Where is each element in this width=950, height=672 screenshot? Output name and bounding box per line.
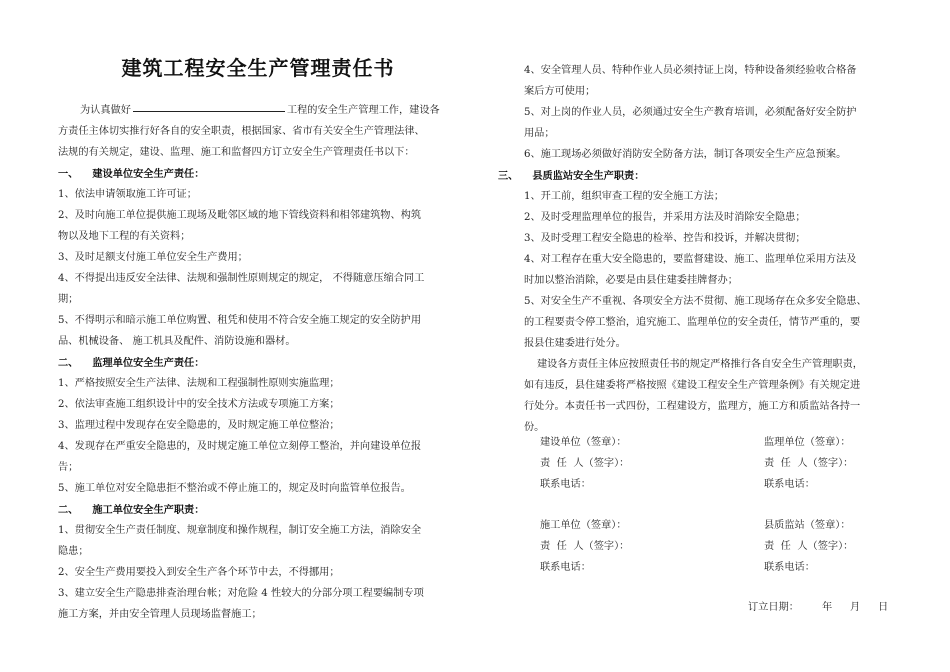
list-item: 4、不得提出违反安全法律、法规和强制性原则规定的规定， 不得随意压缩合同工 bbox=[58, 273, 425, 284]
list-item: 期； bbox=[58, 294, 79, 305]
section-title: 县质监站安全生产职责： bbox=[532, 170, 645, 182]
list-item: 隐患； bbox=[58, 546, 89, 557]
responsible-person-label: 责 任 人（签字）： bbox=[764, 458, 854, 469]
intro-line: 方责任主体切实推行好各自的安全职责，根据国家、省市有关安全生产管理法律、 bbox=[58, 126, 425, 137]
list-item: 物以及地下工程的有关资料； bbox=[58, 231, 191, 242]
list-item: 1、开工前，组织审查工程的安全施工方法； bbox=[524, 191, 725, 202]
quality-station-signature-label: 县质监站（签章）： bbox=[764, 520, 851, 531]
section-number: 二、 bbox=[58, 504, 79, 516]
list-item: 4、对工程存在重大安全隐患的，要监督建设、施工、监理单位采用方法及 bbox=[524, 254, 857, 265]
list-item: 5、不得明示和暗示施工单位购置、租凭和使用不符合安全施工规定的安全防护用 bbox=[58, 315, 422, 326]
list-item: 2、安全生产费用要投入到安全生产各个环节中去，不得挪用； bbox=[58, 567, 340, 578]
list-item: 2、依法审查施工组织设计中的安全技术方法或专项施工方案； bbox=[58, 399, 340, 410]
intro-prefix: 为认真做好 bbox=[80, 105, 131, 116]
section-title: 监理单位安全生产责任： bbox=[92, 357, 205, 369]
closing-paragraph-line: 如有违反，县住建委将严格按照《建设工程安全生产管理条例》有关规定进 bbox=[524, 380, 861, 391]
list-item: 1、贯彻安全生产责任制度、规章制度和操作规程，制订安全施工方法，消除安全 bbox=[58, 525, 422, 536]
list-item: 用品； bbox=[524, 128, 555, 139]
list-item: 告； bbox=[58, 462, 79, 473]
phone-label: 联系电话： bbox=[540, 479, 591, 490]
list-item: 6、施工现场必须做好消防安全防备方法，制订各项安全生产应急预案。 bbox=[524, 149, 847, 160]
list-item: 案后方可使用； bbox=[524, 86, 596, 97]
section-heading-contractor bbox=[58, 504, 458, 516]
list-item: 3、及时受理工程安全隐患的检举、控告和投诉，并解决贯彻； bbox=[524, 233, 806, 244]
closing-paragraph-line: 份。 bbox=[524, 422, 545, 433]
section-title: 施工单位安全生产职责： bbox=[92, 504, 205, 516]
section-title: 建设单位安全生产责任： bbox=[92, 168, 205, 180]
intro-suffix: 工程的安全生产管理工作，建设各 bbox=[286, 105, 440, 116]
responsible-person-label: 责 任 人（签字）： bbox=[540, 541, 630, 552]
responsible-person-label: 责 任 人（签字）： bbox=[764, 541, 854, 552]
construction-unit-signature-label: 建设单位（签章）： bbox=[540, 437, 627, 448]
document-title: 建筑工程安全生产管理责任书 bbox=[121, 56, 395, 80]
list-item: 品、机械设备、 施工机具及配件、消防设施和器材。 bbox=[58, 336, 296, 347]
responsible-person-label: 责 任 人（签字）： bbox=[540, 458, 630, 469]
list-item: 3、监理过程中发现存在安全隐患的，及时规定施工单位整治； bbox=[58, 420, 340, 431]
closing-paragraph-line: 建设各方责任主体应按照责任书的规定严格推行各自安全生产管理职责， bbox=[524, 359, 863, 370]
list-item: 2、及时受理监理单位的报告，并采用方法及时消除安全隐患； bbox=[524, 212, 806, 223]
intro-line: 法规的有关规定，建设、监理、施工和监督四方订立安全生产管理责任书以下： bbox=[58, 147, 415, 158]
list-item: 的工程要责令停工整治，追究施工、监理单位的安全责任，情节严重的，要 bbox=[524, 317, 861, 328]
list-item: 时加以整治消除，必要是由县住建委挂牌督办； bbox=[524, 275, 738, 286]
phone-label: 联系电话： bbox=[764, 562, 815, 573]
section-heading-construction bbox=[58, 168, 458, 180]
list-item: 5、对安全生产不重视、各项安全方法不贯彻、施工现场存在众多安全隐患、 bbox=[524, 296, 867, 307]
section-number: 三、 bbox=[498, 170, 519, 182]
date-day-label: 日 bbox=[878, 602, 889, 613]
section-heading-supervision bbox=[58, 357, 458, 369]
section-number: 一、 bbox=[58, 168, 79, 180]
list-item: 2、及时向施工单位提供施工现场及毗邻区域的地下管线资料和相邻建筑物、构筑 bbox=[58, 210, 422, 221]
list-item: 报县住建委进行处分。 bbox=[524, 338, 626, 349]
phone-label: 联系电话： bbox=[764, 479, 815, 490]
list-item: 5、对上岗的作业人员，必须通过安全生产教育培训，必须配备好安全防护 bbox=[524, 107, 857, 118]
list-item: 3、及时足额支付施工单位安全生产费用； bbox=[58, 252, 248, 263]
supervision-unit-signature-label: 监理单位（签章）： bbox=[764, 437, 851, 448]
phone-label: 联系电话： bbox=[540, 562, 591, 573]
project-name-blank[interactable] bbox=[133, 110, 285, 112]
contractor-unit-signature-label: 施工单位（签章）： bbox=[540, 520, 627, 531]
date-year-label: 年 bbox=[822, 602, 833, 613]
section-heading-quality-station bbox=[498, 170, 898, 182]
list-item: 1、严格按照安全生产法律、法规和工程强制性原则实施监理； bbox=[58, 378, 340, 389]
list-item: 4、发现存在严重安全隐患的，及时规定施工单位立刻停工整治，并向建设单位报 bbox=[58, 441, 422, 452]
date-month-label: 月 bbox=[850, 602, 861, 613]
list-item: 5、施工单位对安全隐患拒不整治或不停止施工的，规定及时向监管单位报告。 bbox=[58, 483, 411, 494]
closing-paragraph-line: 行处分。本责任书一式四份，工程建设方，监理方，施工方和质监站各持一 bbox=[524, 401, 861, 412]
intro-first-line bbox=[58, 105, 458, 117]
list-item: 施工方案，并由安全管理人员现场监督施工； bbox=[58, 609, 262, 620]
date-label: 订立日期： bbox=[748, 602, 799, 613]
list-item: 3、建立安全生产隐患排查治理台帐；对危险 4 性较大的分部分项工程要编制专项 bbox=[58, 588, 424, 599]
list-item: 1、依法申请领取施工许可证； bbox=[58, 189, 197, 200]
section-number: 二、 bbox=[58, 357, 79, 369]
list-item: 4、安全管理人员、特种作业人员必须持证上岗，特种设备须经验收合格备 bbox=[524, 65, 857, 76]
